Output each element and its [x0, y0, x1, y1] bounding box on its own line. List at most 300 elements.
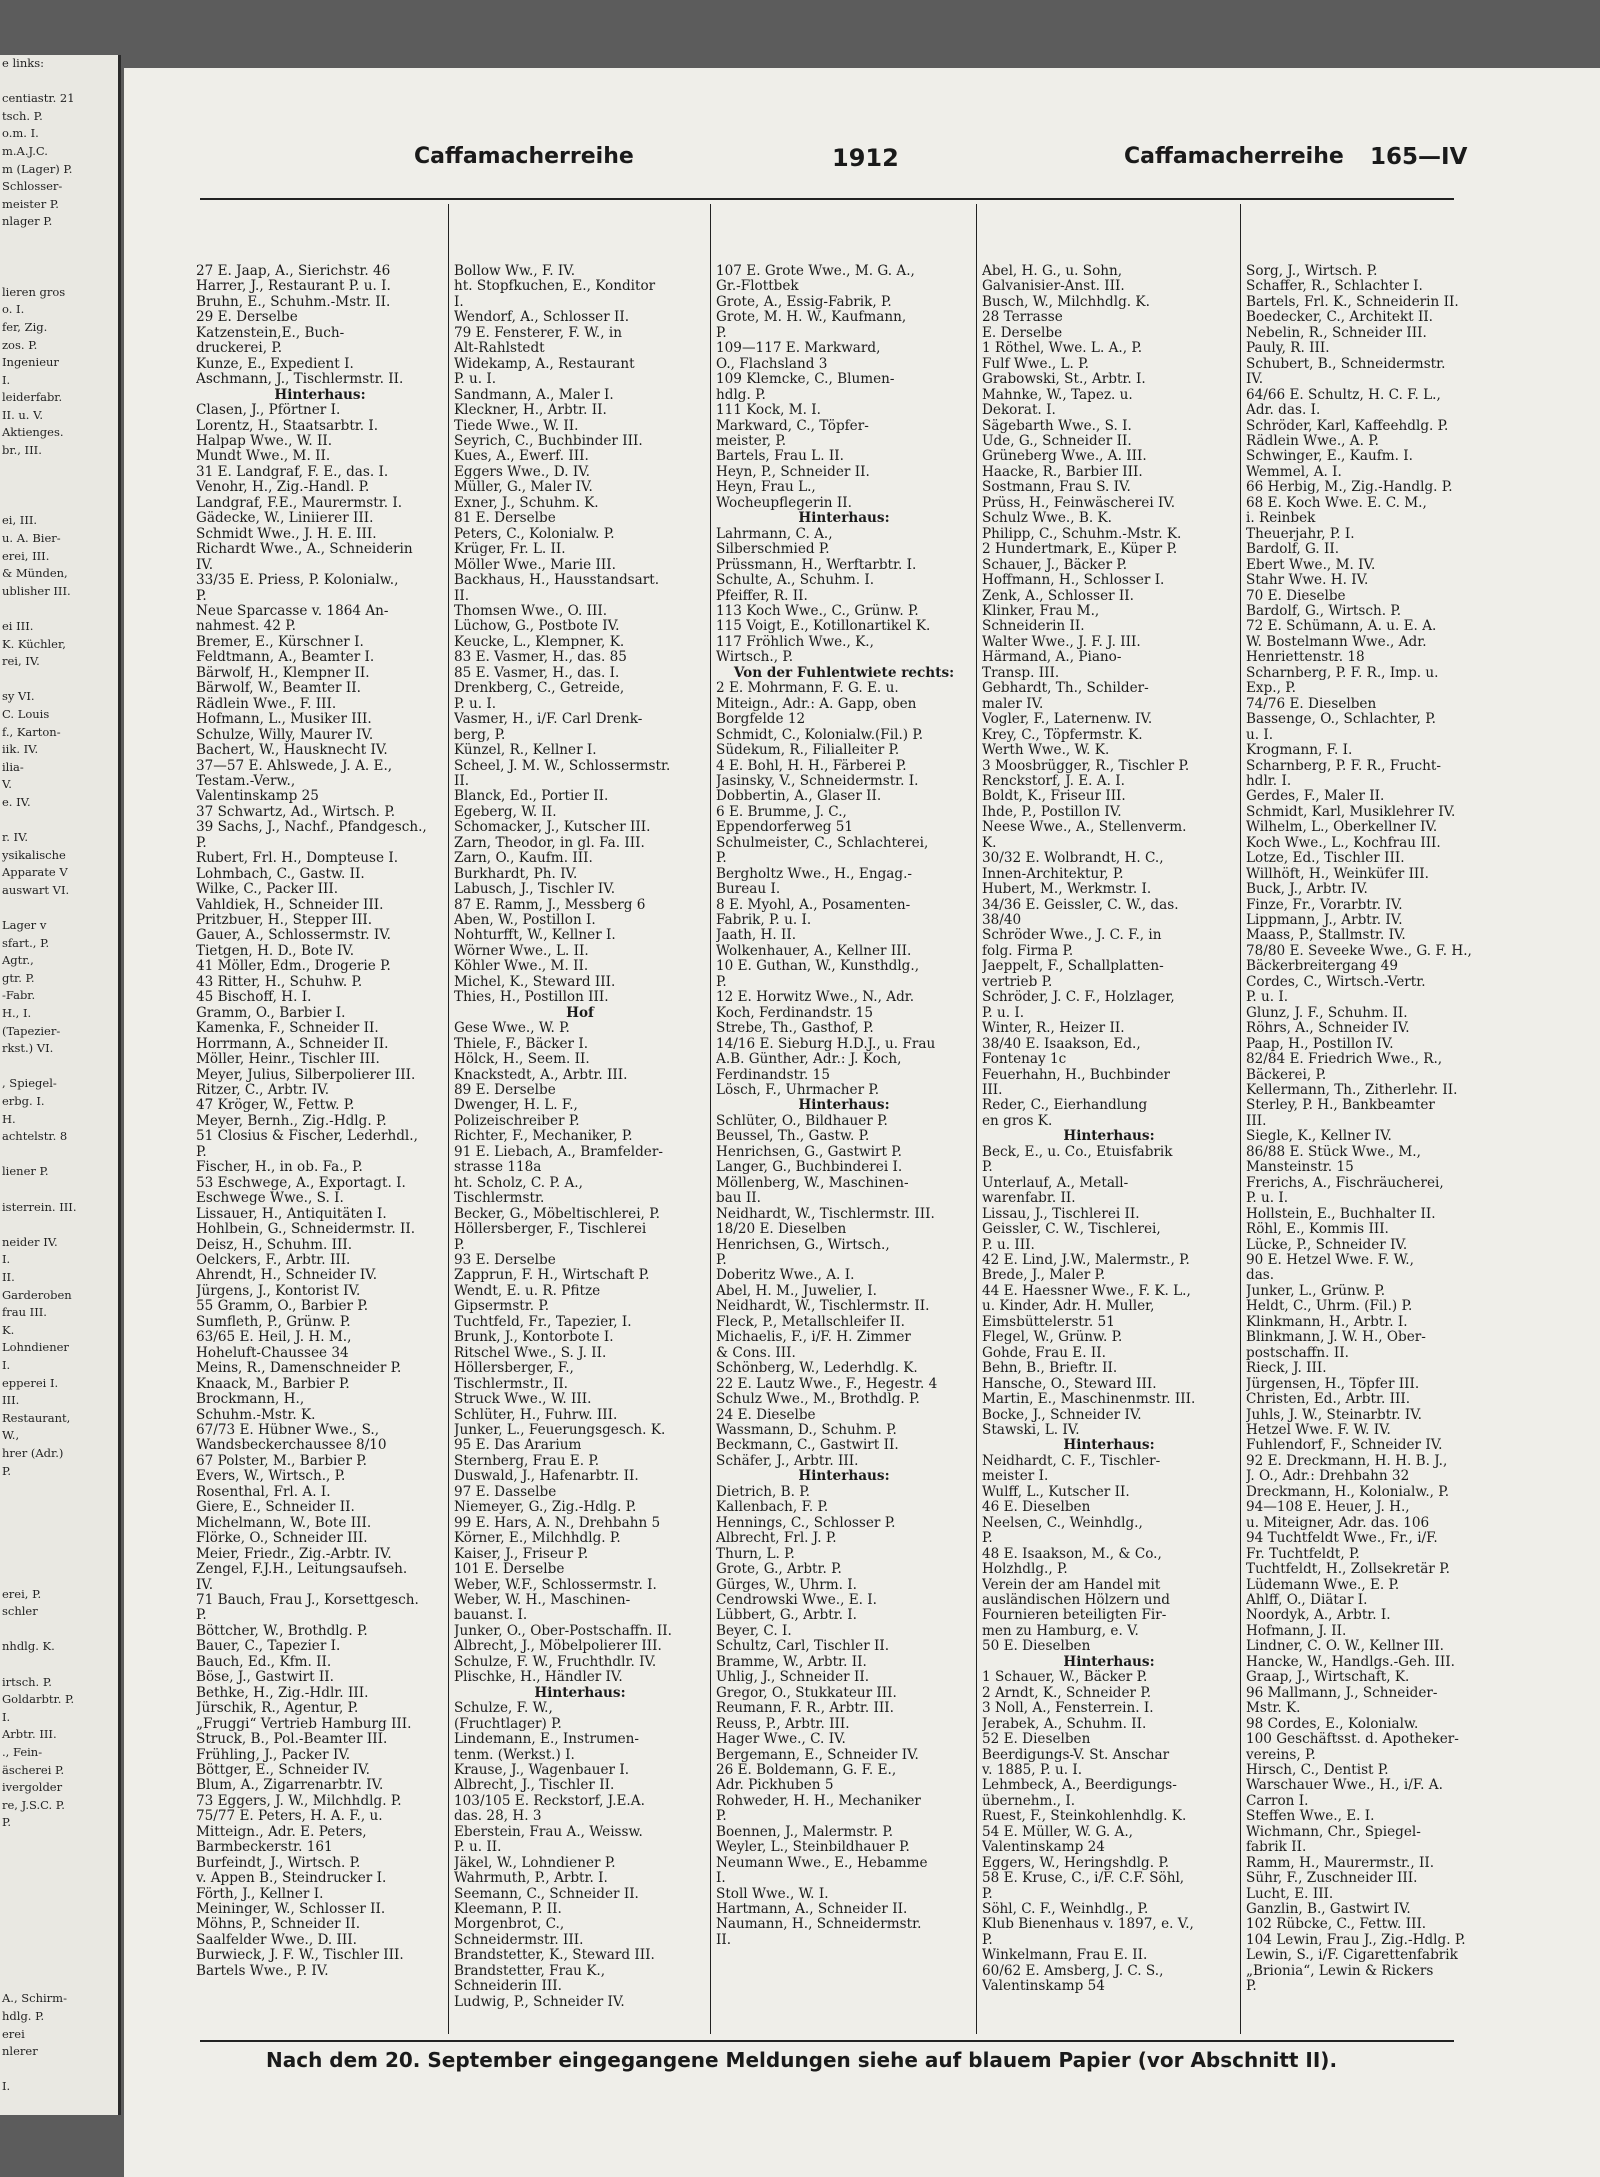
directory-entry: Cordes, C., Wirtsch.-Vertr. — [1246, 974, 1426, 990]
fragment-line: hdlg. P. — [2, 2008, 45, 2023]
directory-entry: Stahr Wwe. H. IV. — [1246, 573, 1369, 589]
directory-entry: 86/88 E. Stück Wwe., M., — [1246, 1144, 1421, 1160]
directory-entry: 53 Eschwege, A., Exportagt. I. — [196, 1175, 406, 1191]
directory-entry: Scheel, J. M. W., Schlossermstr. — [454, 758, 671, 774]
directory-entry: P. u. II. — [454, 1840, 502, 1856]
directory-entry: E. Derselbe — [982, 325, 1063, 341]
fragment-line: erei, P. — [2, 1586, 42, 1601]
directory-entry: Fontenay 1c — [982, 1052, 1067, 1068]
directory-entry: 14/16 E. Sieburg H.D.J., u. Frau — [716, 1036, 936, 1052]
directory-entry: ausländischen Hölzern und — [982, 1592, 1170, 1608]
directory-entry: Labusch, J., Tischler IV. — [454, 882, 616, 898]
directory-entry: Krüger, Fr. L. II. — [454, 542, 566, 558]
directory-entry: Neidhardt, W., Tischlermstr. III. — [716, 1206, 935, 1222]
directory-entry: Schulmeister, C., Schlachterei, — [716, 835, 929, 851]
directory-entry: u. I. — [1246, 727, 1274, 743]
directory-entry: Beussel, Th., Gastw. P. — [716, 1129, 870, 1145]
directory-entry: Grote, A., Essig-Fabrik, P. — [716, 294, 892, 310]
directory-entry: Theuerjahr, P. I. — [1246, 526, 1355, 542]
directory-entry: Adr. Pickhuben 5 — [716, 1778, 834, 1794]
directory-entry: druckerei, P. — [196, 341, 283, 357]
directory-entry: Saalfelder Wwe., D. III. — [196, 1932, 357, 1948]
directory-entry: Hohlbein, G., Schneidermstr. II. — [196, 1222, 416, 1238]
directory-entry: W. Bostelmann Wwe., Adr. — [1246, 634, 1427, 650]
directory-entry: 48 E. Isaakson, M., & Co., — [982, 1546, 1162, 1562]
directory-entry: 87 E. Ramm, J., Messberg 6 — [454, 897, 646, 913]
directory-entry: Niemeyer, G., Zig.-Hdlg. P. — [454, 1500, 637, 1516]
directory-entry: Brede, J., Maler P. — [982, 1268, 1106, 1284]
fragment-line: meister P. — [2, 196, 59, 211]
directory-entry: Langer, G., Buchbinderei I. — [716, 1160, 903, 1176]
directory-entry: „Fruggi“ Vertrieb Hamburg III. — [196, 1716, 412, 1732]
directory-entry: Bardolf, G., Wirtsch. P. — [1246, 603, 1402, 619]
directory-entry: Mstr. K. — [1246, 1701, 1301, 1717]
fragment-line — [0, 495, 118, 513]
fragment-line: Lager v — [2, 918, 47, 933]
page-header — [124, 144, 1600, 180]
directory-entry: 117 Fröhlich Wwe., K., — [716, 634, 874, 650]
directory-entry: Bocke, J., Schneider IV. — [982, 1407, 1142, 1423]
directory-entry: Eimsbüttelerstr. 51 — [982, 1314, 1115, 1330]
directory-entry: Bethke, H., Zig.-Hdlr. III. — [196, 1685, 369, 1701]
fragment-line: Apparate V — [2, 865, 68, 880]
directory-entry: 46 E. Dieselben — [982, 1500, 1091, 1516]
directory-entry: 26 E. Boldemann, G. F. E., — [716, 1762, 897, 1778]
directory-entry: 64/66 E. Schultz, H. C. F. L., — [1246, 387, 1441, 403]
directory-entry: Aschmann, J., Tischlermstr. II. — [196, 372, 404, 388]
directory-entry: Schmidt Wwe., J. H. E. III. — [196, 526, 377, 542]
directory-entry: Lindemann, E., Instrumen- — [454, 1732, 640, 1748]
directory-entry: Mundt Wwe., M. II. — [196, 449, 331, 465]
directory-entry: Zarn, Theodor, in gl. Fa. III. — [454, 835, 645, 851]
directory-entry: Dwenger, H. L. F., — [454, 1098, 578, 1114]
directory-entry: O., Flachsland 3 — [716, 356, 828, 372]
column-1 — [196, 264, 444, 2054]
fragment-line: -Fabr. — [2, 988, 36, 1003]
directory-entry: Gregor, O., Stukkateur III. — [716, 1685, 897, 1701]
directory-entry: tenm. (Werkst.) I. — [454, 1747, 575, 1763]
fragment-line — [0, 1568, 118, 1586]
directory-entry: Hofmann, L., Musiker III. — [196, 712, 372, 728]
column-divider — [710, 204, 711, 2034]
fragment-line: (Tapezier- — [2, 1023, 61, 1038]
directory-entry: P. — [1246, 1979, 1257, 1995]
directory-entry: Maass, P., Stallmstr. IV. — [1246, 928, 1406, 944]
fragment-line: ., Fein- — [2, 1745, 43, 1759]
directory-entry: 101 E. Derselbe — [454, 1562, 565, 1578]
directory-entry: Kallenbach, F. P. — [716, 1500, 829, 1516]
directory-entry: 58 E. Kruse, C., i/F. C.F. Söhl, — [982, 1871, 1185, 1887]
directory-entry: Beck, E., u. Co., Etuisfabrik — [982, 1144, 1173, 1160]
directory-entry: 99 E. Hars, A. N., Drehbahn 5 — [454, 1515, 661, 1531]
directory-entry: P. — [716, 1809, 727, 1825]
directory-entry: Bardolf, G. II. — [1246, 542, 1340, 558]
fragment-line: ublisher III. — [2, 583, 71, 598]
directory-entry: P. u. I. — [1246, 1191, 1289, 1207]
directory-entry: P. — [196, 1144, 207, 1160]
fragment-line: epperei I. — [2, 1375, 59, 1390]
directory-entry: Polizeischreiber P. — [454, 1113, 580, 1129]
directory-entry: warenfabr. II. — [982, 1191, 1076, 1207]
directory-entry: Warschauer Wwe., H., i/F. A. — [1246, 1778, 1443, 1794]
directory-entry: Sorg, J., Wirtsch. P. — [1246, 264, 1378, 279]
directory-entry: en gros K. — [982, 1113, 1053, 1129]
directory-entry: Hoffmann, H., Schlosser I. — [982, 573, 1165, 589]
directory-entry: Behn, B., Brieftr. II. — [982, 1361, 1118, 1377]
directory-entry: maler IV. — [982, 696, 1044, 712]
directory-entry: Ruest, F., Steinkohlenhdlg. K. — [982, 1809, 1187, 1825]
fragment-line: A., Schirm- — [2, 1991, 67, 2006]
fragment-line — [0, 1955, 118, 1973]
directory-entry: 2 Hundertmark, E., Küper P. — [982, 542, 1178, 558]
directory-entry: Deisz, H., Schuhm. III. — [196, 1237, 353, 1253]
directory-entry: Kunze, E., Expedient I. — [196, 356, 354, 372]
directory-entry: 109—117 E. Markward, — [716, 341, 881, 357]
directory-entry: Kues, A., Ewerf. III. — [454, 449, 589, 465]
directory-entry: Zarn, O., Kaufm. III. — [454, 851, 593, 867]
fragment-line: sy VI. — [2, 689, 35, 704]
directory-entry: 22 E. Lautz Wwe., F., Hegestr. 4 — [716, 1376, 938, 1392]
directory-entry: Schomacker, J., Kutscher III. — [454, 820, 651, 836]
fragment-line — [0, 812, 118, 830]
directory-entry: Busch, W., Milchhdlg. K. — [982, 294, 1150, 310]
directory-entry: Jürschik, R., Agentur, P. — [196, 1701, 359, 1717]
directory-entry: Hartmann, A., Schneider II. — [716, 1902, 908, 1918]
fragment-line: liener P. — [2, 1164, 49, 1179]
directory-entry: Widekamp, A., Restaurant — [454, 356, 635, 372]
directory-entry: Innen-Architektur, P. — [982, 866, 1124, 882]
directory-entry: Harrer, J., Restaurant P. u. I. — [196, 279, 391, 295]
directory-entry: i. Reinbek — [1246, 511, 1316, 527]
directory-entry: P. u. I. — [454, 372, 497, 388]
directory-entry: Jaath, H. II. — [716, 928, 797, 944]
directory-entry: Pfeiffer, R. II. — [716, 588, 808, 604]
fragment-line — [0, 2096, 118, 2114]
directory-entry: Richter, F., Mechaniker, P. — [454, 1129, 633, 1145]
directory-entry: Duswald, J., Hafenarbtr. II. — [454, 1469, 639, 1485]
directory-entry: Miteign., Adr.: A. Gapp, oben — [716, 696, 917, 712]
directory-entry: Valentinskamp 54 — [982, 1979, 1105, 1995]
fragment-line: I. — [2, 1709, 11, 1724]
directory-entry: Winkelmann, Frau E. II. — [982, 1948, 1148, 1964]
directory-entry: Jaeppelt, F., Schallplatten- — [982, 959, 1164, 975]
directory-entry: 82/84 E. Friedrich Wwe., R., — [1246, 1052, 1443, 1068]
directory-entry: Schönberg, W., Lederhdlg. K. — [716, 1361, 918, 1377]
directory-entry: 78/80 E. Seveeke Wwe., G. F. H., — [1246, 943, 1472, 959]
fragment-line: nhdlg. K. — [2, 1639, 55, 1654]
directory-entry: Unterlauf, A., Metall- — [982, 1175, 1129, 1191]
directory-entry: Halpap Wwe., W. II. — [196, 433, 333, 449]
directory-entry: Albrecht, J., Tischler II. — [454, 1778, 615, 1794]
directory-entry: Neidhardt, C. F., Tischler- — [982, 1453, 1161, 1469]
directory-entry: Zenk, A., Schlosser II. — [982, 588, 1134, 604]
directory-entry: Alt-Rahlstedt — [454, 341, 545, 357]
fragment-line: neider IV. — [2, 1234, 58, 1249]
directory-entry: P. — [196, 835, 207, 851]
directory-entry: Sternberg, Frau E. P. — [454, 1453, 600, 1469]
directory-entry: Schulz Wwe., M., Brothdlg. P. — [716, 1392, 920, 1408]
directory-entry: P. — [716, 851, 727, 867]
directory-entry: Junker, L., Feuerungsgesch. K. — [454, 1422, 666, 1438]
directory-entry: Winter, R., Heizer II. — [982, 1021, 1125, 1037]
directory-entry: Nohturfft, W., Kellner I. — [454, 928, 616, 944]
directory-entry: IV. — [196, 1577, 214, 1593]
fragment-line: gtr. P. — [2, 970, 35, 985]
fragment-line: Ingenieur — [2, 355, 59, 370]
directory-entry: Ramm, H., Maurermstr., II. — [1246, 1855, 1435, 1871]
directory-entry: Südekum, R., Filialleiter P. — [716, 743, 900, 759]
directory-entry: Beyer, C. I. — [716, 1623, 792, 1639]
directory-entry: Junker, L., Grünw. P. — [1246, 1283, 1386, 1299]
directory-entry: 75/77 E. Peters, H. A. F., u. — [196, 1809, 383, 1825]
header-page-number: 165—IV — [1370, 144, 1468, 170]
directory-entry: Ahrendt, H., Schneider IV. — [196, 1268, 378, 1284]
directory-entry: 109 Klemcke, C., Blumen- — [716, 372, 895, 388]
directory-entry: Lübbert, G., Arbtr. I. — [716, 1608, 857, 1624]
directory-entry: Heyn, P., Schneider II. — [716, 464, 870, 480]
directory-entry: Pauly, R. III. — [1246, 341, 1330, 357]
directory-entry: 63/65 E. Heil, J. H. M., — [196, 1330, 352, 1346]
directory-entry: Weber, W.F., Schlossermstr. I. — [454, 1577, 657, 1593]
directory-entry: 30/32 E. Wolbrandt, H. C., — [982, 851, 1164, 867]
fragment-line: II. u. V. — [2, 407, 44, 422]
directory-entry: Blinkmann, J. W. H., Ober- — [1246, 1330, 1426, 1346]
directory-entry: Lohmbach, C., Gastw. II. — [196, 866, 365, 882]
directory-entry: Sumfleth, P., Grünw. P. — [196, 1314, 351, 1330]
directory-entry: Exner, J., Schuhm. K. — [454, 495, 599, 511]
fragment-line: u. A. Bier- — [2, 531, 61, 546]
fragment-line: erei — [2, 2026, 25, 2041]
fragment-line: e. IV. — [2, 794, 31, 809]
fragment-line: o. I. — [2, 302, 25, 317]
directory-entry: Schmidt, Karl, Musiklehrer IV. — [1246, 804, 1456, 820]
directory-entry: 52 E. Dieselben — [982, 1732, 1091, 1748]
fragment-line: leiderfabr. — [2, 390, 63, 405]
directory-entry: Michel, K., Steward III. — [454, 974, 616, 990]
directory-entry: Ferdinandstr. 15 — [716, 1067, 830, 1083]
directory-entry: Nebelin, R., Schneider III. — [1246, 325, 1427, 341]
fragment-line: schler — [2, 1604, 38, 1619]
section-heading: Von der Fuhlentwiete rechts: — [733, 665, 955, 681]
directory-entry: Exp., P. — [1246, 681, 1296, 697]
directory-entry: Gese Wwe., W. P. — [454, 1021, 570, 1037]
directory-entry: Blanck, Ed., Portier II. — [454, 789, 609, 805]
directory-entry: men zu Hamburg, e. V. — [982, 1623, 1139, 1639]
directory-entry: 33/35 E. Priess, P. Kolonialw., — [196, 573, 399, 589]
directory-entry: P. — [982, 1886, 993, 1902]
fragment-line — [0, 1867, 118, 1885]
directory-entry: Schneiderin II. — [982, 619, 1085, 635]
fragment-line: P. — [2, 1463, 12, 1478]
directory-entry: 83 E. Vasmer, H., das. 85 — [454, 650, 627, 666]
directory-entry: Fr. Tuchtfeldt, P. — [1246, 1546, 1360, 1562]
directory-entry: Krogmann, F. I. — [1246, 743, 1353, 759]
directory-entry: IV. — [1246, 372, 1264, 388]
directory-entry: 107 E. Grote Wwe., M. G. A., — [716, 264, 915, 279]
directory-entry: Härmand, A., Piano- — [982, 650, 1122, 666]
directory-entry: I. — [454, 294, 464, 310]
directory-entry: 102 Rübcke, C., Fettw. III. — [1246, 1917, 1427, 1933]
directory-entry: 39 Sachs, J., Nachf., Pfandgesch., — [196, 820, 427, 836]
directory-entry: Henrichsen, G., Gastwirt P. — [716, 1144, 903, 1160]
fragment-line: br., III. — [2, 443, 42, 458]
directory-entry: Hennings, C., Schlosser P. — [716, 1515, 896, 1531]
directory-entry: 94 Tuchtfeldt Wwe., Fr., i/F. — [1246, 1531, 1438, 1547]
directory-entry: Haacke, R., Barbier III. — [982, 464, 1143, 480]
directory-entry: Lücke, P., Schneider IV. — [1246, 1237, 1408, 1253]
directory-entry: Borgfelde 12 — [716, 712, 806, 728]
directory-entry: Prüss, H., Feinwäscherei IV. — [982, 495, 1176, 511]
directory-entry: Neidhardt, W., Tischlermstr. II. — [716, 1299, 930, 1315]
fragment-line: rkst.) VI. — [2, 1041, 54, 1056]
directory-entry: 67 Polster, M., Barbier P. — [196, 1453, 367, 1469]
fragment-line: Schlosser- — [2, 179, 63, 194]
directory-entry: Jürgens, J., Kontorist IV. — [196, 1283, 361, 1299]
directory-entry: ht. Stopfkuchen, E., Konditor — [454, 279, 656, 295]
column-4 — [982, 264, 1236, 2054]
directory-entry: Adr. das. I. — [1246, 403, 1321, 419]
directory-entry: Kamenka, F., Schneider II. — [196, 1021, 379, 1037]
directory-entry: Martin, E., Maschinenmstr. III. — [982, 1392, 1196, 1408]
directory-entry: Brandstetter, Frau K., — [454, 1963, 606, 1979]
column-divider — [976, 204, 977, 2034]
directory-entry: Lissau, J., Tischlerei II. — [982, 1206, 1140, 1222]
directory-entry: Wolkenhauer, A., Kellner III. — [716, 943, 912, 959]
directory-entry: Tietgen, H. D., Bote IV. — [196, 943, 355, 959]
directory-entry: Lorentz, H., Staatsarbtr. I. — [196, 418, 379, 434]
directory-entry: Krause, J., Wagenbauer I. — [454, 1762, 630, 1778]
directory-entry: Clasen, J., Pförtner I. — [196, 403, 341, 419]
directory-entry: Bärwolf, W., Beamter II. — [196, 681, 361, 697]
directory-entry: 73 Eggers, J. W., Milchhdlg. P. — [196, 1793, 402, 1809]
directory-entry: Lüchow, G., Postbote IV. — [454, 619, 620, 635]
directory-entry: Hölck, H., Seem. II. — [454, 1052, 590, 1068]
directory-entry: 51 Closius & Fischer, Lederhdl., — [196, 1129, 418, 1145]
directory-entry: Mansteinstr. 15 — [1246, 1160, 1354, 1176]
directory-entry: P. — [196, 1608, 207, 1624]
directory-entry: Junker, O., Ober-Postschaffn. II. — [454, 1623, 672, 1639]
directory-entry: Giere, E., Schneider II. — [196, 1500, 355, 1516]
directory-entry: Valentinskamp 25 — [196, 789, 319, 805]
directory-entry: Hirsch, C., Dentist P. — [1246, 1762, 1389, 1778]
directory-entry: Müller, G., Maler IV. — [454, 480, 593, 496]
directory-entry: Gädecke, W., Liniierer III. — [196, 511, 374, 527]
directory-entry: 45 Bischoff, H. I. — [196, 990, 312, 1006]
directory-entry: Wandsbeckerchaussee 8/10 — [196, 1438, 387, 1454]
directory-entry: Evers, W., Wirtsch., P. — [196, 1469, 346, 1485]
directory-entry: meister I. — [982, 1469, 1049, 1485]
fragment-line: W., — [2, 1428, 20, 1443]
directory-entry: 100 Geschäftsst. d. Apotheker- — [1246, 1732, 1459, 1748]
fragment-line: V. — [2, 777, 12, 792]
directory-entry: Schröder Wwe., J. C. F., in — [982, 928, 1162, 944]
directory-entry: Fuhlendorf, F., Schneider IV. — [1246, 1438, 1443, 1454]
directory-entry: Bärwolf, H., Klempner II. — [196, 665, 370, 681]
fragment-line: I. — [2, 1252, 11, 1267]
directory-entry: Wulff, L., Kutscher II. — [982, 1484, 1130, 1500]
directory-entry: K. — [982, 835, 997, 851]
directory-entry: Ritzer, C., Arbtr. IV. — [196, 1083, 330, 1099]
directory-entry: Beckmann, C., Gastwirt II. — [716, 1438, 899, 1454]
directory-entry: Rädlein Wwe., F. III. — [196, 696, 337, 712]
directory-entry: 94—108 E. Heuer, J. H., — [1246, 1500, 1410, 1516]
fragment-line: Lohndiener — [2, 1340, 69, 1355]
directory-entry: Egeberg, W. II. — [454, 804, 557, 820]
directory-entry: Wilke, C., Packer III. — [196, 882, 339, 898]
directory-entry: Tischlermstr., II. — [454, 1376, 569, 1392]
fragment-line: & Münden, — [2, 566, 68, 581]
directory-entry: Schultz, Carl, Tischler II. — [716, 1639, 890, 1655]
directory-entry: P. — [982, 1160, 993, 1176]
directory-entry: Jerabek, A., Schuhm. II. — [982, 1716, 1147, 1732]
directory-entry: Markward, C., Töpfer- — [716, 418, 869, 434]
fragment-line: m (Lager) P. — [2, 161, 73, 176]
directory-entry: P. — [454, 1237, 465, 1253]
directory-entry: Aben, W., Postillon I. — [454, 913, 596, 929]
directory-entry: Bartels Wwe., P. IV. — [196, 1963, 329, 1979]
fragment-line — [0, 1480, 118, 1498]
directory-entry: 71 Bauch, Frau J., Korsettgesch. — [196, 1592, 419, 1608]
directory-entry: Rohweder, H. H., Mechaniker — [716, 1793, 921, 1809]
directory-entry: Jäkel, W., Lohndiener P. — [454, 1855, 616, 1871]
section-heading: Hinterhaus: — [798, 1469, 890, 1485]
directory-entry: 2 E. Mohrmann, F. G. E. u. — [716, 681, 899, 697]
directory-entry: Lewin, S., i/F. Cigarettenfabrik — [1246, 1948, 1458, 1964]
directory-entry: Wörner Wwe., L. II. — [454, 943, 589, 959]
fragment-line — [0, 1146, 118, 1164]
directory-entry: Peters, C., Kolonialw. P. — [454, 526, 615, 542]
directory-entry: Bassenge, O., Schlachter, P. — [1246, 712, 1436, 728]
directory-entry: Beerdigungs-V. St. Anschar — [982, 1747, 1170, 1763]
directory-entry: hdlg. P. — [716, 387, 766, 403]
directory-entry: Röhrs, A., Schneider IV. — [1246, 1021, 1410, 1037]
directory-entry: 31 E. Landgraf, F. E., das. I. — [196, 464, 389, 480]
directory-entry: Schneidermstr. III. — [454, 1932, 584, 1948]
directory-entry: folg. Firma P. — [982, 943, 1074, 959]
directory-entry: Seyrich, C., Buchbinder III. — [454, 433, 643, 449]
directory-entry: Lissauer, H., Antiquitäten I. — [196, 1206, 387, 1222]
directory-entry: 97 E. Dasselbe — [454, 1484, 557, 1500]
directory-entry: Bartels, Frl. K., Schneiderin II. — [1246, 294, 1459, 310]
directory-entry: Gipsermstr. P. — [454, 1299, 550, 1315]
directory-entry: 37 Schwartz, Ad., Wirtsch. P. — [196, 804, 396, 820]
directory-entry: Kellermann, Th., Zitherlehr. II. — [1246, 1083, 1458, 1099]
directory-entry: Henriettenstr. 18 — [1246, 650, 1365, 666]
fragment-line — [0, 1938, 118, 1956]
fragment-line: irtsch. P. — [2, 1674, 52, 1689]
fragment-line: H. — [2, 1111, 16, 1126]
directory-entry: Böttger, E., Schneider IV. — [196, 1762, 370, 1778]
directory-entry: ht. Scholz, C. P. A., — [454, 1175, 583, 1191]
directory-entry: übernehm., I. — [982, 1793, 1076, 1809]
directory-entry: 93 E. Derselbe — [454, 1253, 556, 1268]
fragment-line: hrer (Adr.) — [2, 1445, 64, 1460]
directory-entry: Schäfer, J., Arbtr. III. — [716, 1453, 859, 1469]
directory-entry: Steffen Wwe., E. I. — [1246, 1809, 1375, 1825]
directory-entry: Burwieck, J. F. W., Tischler III. — [196, 1948, 404, 1964]
directory-entry: Vasmer, H., i/F. Carl Drenk- — [454, 712, 643, 728]
directory-entry: Wichmann, Chr., Spiegel- — [1246, 1824, 1421, 1840]
directory-entry: Koch, Ferdinandstr. 15 — [716, 1005, 873, 1021]
directory-entry: 111 Kock, M. I. — [716, 403, 821, 419]
directory-entry: das. 28, H. 3 — [454, 1809, 542, 1825]
directory-entry: u. Miteigner, Adr. das. 106 — [1246, 1515, 1430, 1531]
fragment-line: K. Küchler, — [2, 636, 66, 651]
directory-entry: Köhler Wwe., M. II. — [454, 959, 589, 975]
directory-entry: Blum, A., Zigarrenarbtr. IV. — [196, 1778, 384, 1794]
directory-entry: Heyn, Frau L., — [716, 480, 816, 496]
directory-entry: Drenkberg, C., Getreide, — [454, 681, 625, 697]
